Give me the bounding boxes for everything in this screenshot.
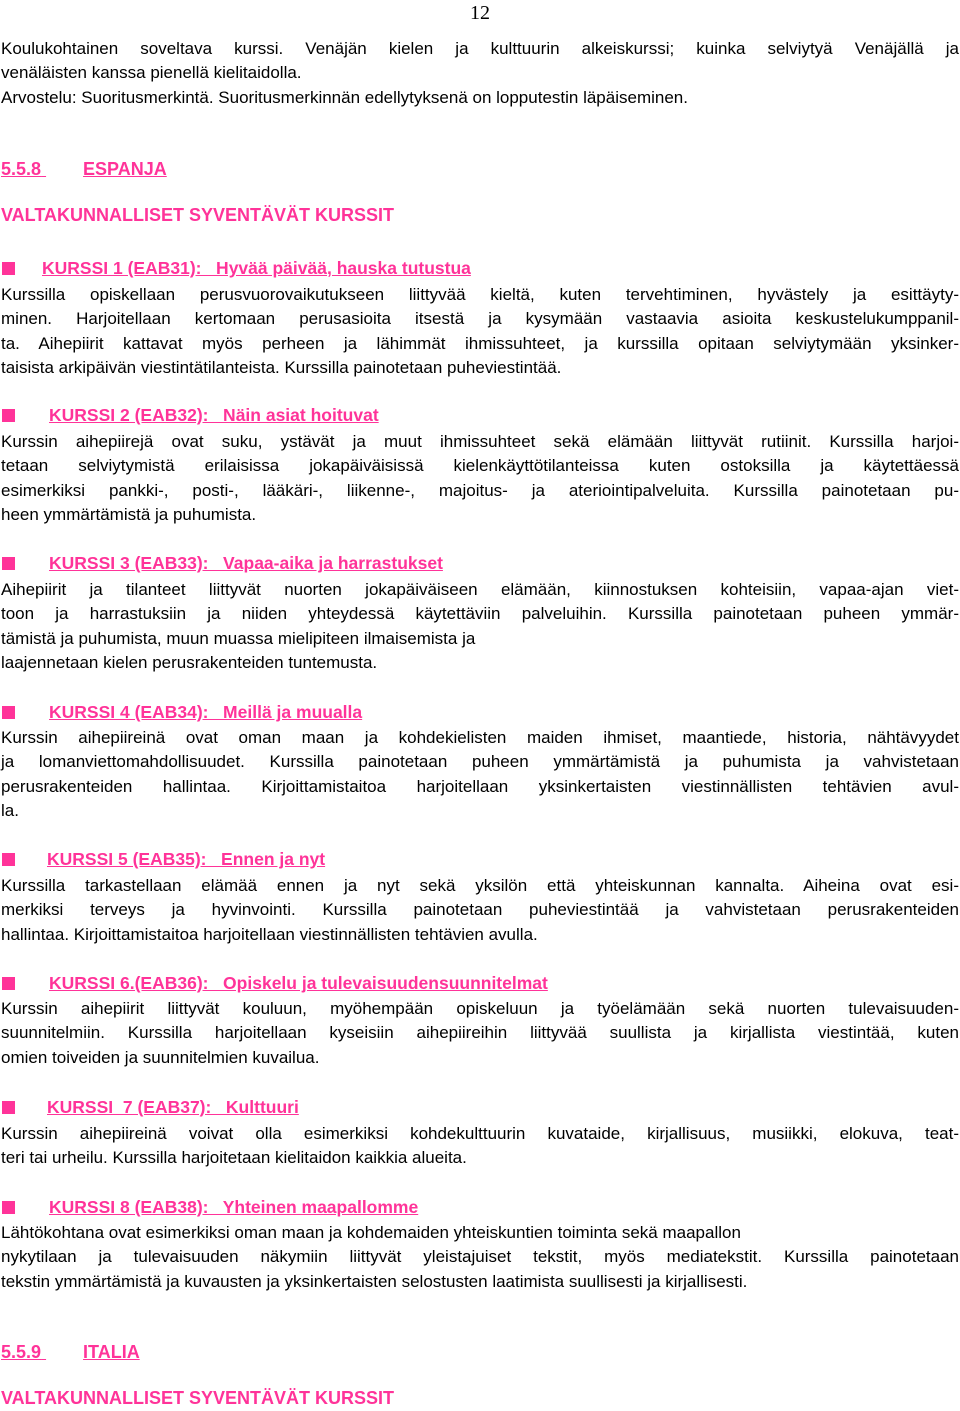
square-bullet-icon — [2, 262, 15, 275]
square-bullet-icon — [2, 409, 15, 422]
intro-line: venäläisten kanssa pienellä kielitaidolla. — [1, 63, 302, 83]
square-bullet-icon — [2, 1101, 15, 1114]
description-line: Aihepiirit ja tilanteet liittyvät nuorten jokapäiväiseen elämään, kiinnostuksen kohteisiin, vapaa-ajan viet- — [1, 580, 959, 599]
description-line: nykytilaan ja tulevaisuuden näkymiin liittyvät yleistajuiset tekstit, myös mediatekstit. Kurssilla painotetaan — [1, 1247, 959, 1267]
description-line: ta. Aihepiirit kattavat myös perheen ja lähimmät ihmissuhteet, ja kurssilla opitaan selviytymään yksinker- — [1, 333, 959, 353]
course-description-6 — [1, 997, 959, 1070]
page-number: 12 — [470, 2, 490, 24]
description-line: Kurssilla tarkastellaan elämää ennen ja nyt sekä yksilön että yhteiskunnan kannalta. Aiheina ovat esi- — [1, 876, 959, 895]
description-line: hallintaa. Kirjoittamistaitoa harjoitellaan viestinnällisten tehtävien avulla. — [1, 924, 538, 944]
description-line: Kurssilla opiskellaan perusvuorovaikutukseen liittyvää kieltä, kuten tervehtiminen, hyvästely ja esittäyty- — [1, 285, 959, 304]
description-line: minen. Harjoitellaan kertomaan perusasioita itsestä ja kysymään vastaavia asioita keskustelukumppanil- — [1, 309, 959, 329]
description-line: esimerkiksi pankki-, posti-, lääkäri-, liikenne-, majoitus- ja ateriointipalveluita. Kurssilla painotetaan pu- — [1, 480, 959, 500]
course-title: KURSSI 6.(EAB36): Opiskelu ja tulevaisuudensuunnitelmat — [49, 973, 548, 993]
course-description-1 — [1, 283, 959, 381]
section-number: 5.5.8 — [1, 159, 42, 179]
square-bullet-icon — [2, 1201, 15, 1214]
section-number: 5.5.9 — [1, 1342, 42, 1362]
description-line: merkiksi terveys ja hyvinvointi. Kurssilla painotetaan puheviestintää ja vahvistetaan perusrakenteiden — [1, 900, 959, 920]
course-title: KURSSI 1 (EAB31): Hyvää päivää, hauska tutustua — [42, 258, 471, 278]
square-bullet-icon — [2, 557, 15, 570]
course-heading-4 — [1, 702, 362, 723]
sub-heading-syventavat: VALTAKUNNALLISET SYVENTÄVÄT KURSSIT — [1, 205, 395, 225]
course-heading-3 — [1, 553, 443, 574]
description-line: Lähtökohtana ovat esimerkiksi oman maan ja kohdemaiden yhteiskuntien toiminta sekä maapallon — [1, 1223, 741, 1242]
course-title: KURSSI 7 (EAB37): Kulttuuri — [47, 1097, 299, 1117]
description-line: tämistä ja puhumista, muun muassa mielipiteen ilmaisemista ja — [1, 628, 476, 648]
square-bullet-icon — [2, 706, 15, 719]
description-line: toon ja harrastuksiin ja niiden yhteydessä käytettäviin palveluihin. Kurssilla painotetaan puheen ymmär- — [1, 604, 959, 624]
course-heading-5 — [1, 849, 325, 870]
course-title: KURSSI 5 (EAB35): Ennen ja nyt — [47, 849, 326, 869]
description-line: omien toiveiden ja suunnitelmien kuvailua. — [1, 1047, 320, 1067]
course-description-7 — [1, 1122, 959, 1171]
description-line: Kurssin aihepiirejä ovat suku, ystävät ja muut ihmissuhteet sekä elämään liittyvät rutiinit. Kurssilla harjoi- — [1, 432, 959, 451]
square-bullet-icon — [2, 853, 15, 866]
course-description-5 — [1, 874, 959, 947]
course-description-2 — [1, 430, 959, 528]
course-description-4 — [1, 726, 959, 824]
description-line: taisista arkipäivän viestintätilanteista. Kurssilla painotetaan puheviestintää. — [1, 358, 562, 378]
description-line: tetaan selviytymistä erilaisissa jokapäiväisissä kielenkäyttötilanteissa kuten ostoksilla ja käytettäessä — [1, 456, 959, 476]
description-line: laajennetaan kielen perusrakenteiden tuntemusta. — [1, 653, 378, 673]
course-heading-1 — [1, 258, 471, 279]
course-title: KURSSI 3 (EAB33): Vapaa-aika ja harrastukset — [49, 553, 443, 573]
section-heading-italia — [1, 1342, 140, 1363]
description-line: perusrakenteiden hallintaa. Kirjoittamistaitoa harjoitellaan yksinkertaisten viestinnällisten tehtävien avul- — [1, 776, 959, 796]
description-line: heen ymmärtämistä ja puhumista. — [1, 505, 257, 525]
course-heading-7 — [1, 1097, 299, 1118]
course-heading-8 — [1, 1197, 418, 1218]
intro-paragraph — [1, 37, 959, 110]
square-bullet-icon — [2, 977, 15, 990]
heading-gap — [41, 159, 83, 180]
course-title: KURSSI 8 (EAB38): Yhteinen maapallomme — [49, 1197, 419, 1217]
description-line: tekstin ymmärtämistä ja kuvausten ja yksinkertaisten selostusten laatimista suullisesti ja kirjallisesti. — [1, 1271, 748, 1291]
intro-line: Arvostelu: Suoritusmerkintä. Suoritusmerkinnän edellytyksenä on lopputestin läpäiseminen. — [1, 87, 688, 107]
description-line: suunnitelmiin. Kurssilla harjoitellaan kyseisiin aihepiireihin liittyvää suullista ja kirjallista viestintää, kuten — [1, 1023, 959, 1043]
course-title: KURSSI 4 (EAB34): Meillä ja muualla — [49, 702, 363, 722]
description-line: Kurssin aihepiirit liittyvät kouluun, myöhempään opiskeluun ja työelämään sekä nuorten tulevaisuuden- — [1, 999, 959, 1018]
course-heading-6 — [1, 973, 548, 994]
heading-gap — [41, 1342, 83, 1363]
description-line: Kurssin aihepiireinä voivat olla esimerkiksi kohdekulttuurin kuvataide, kirjallisuus, musiikki, elokuva, teat- — [1, 1124, 959, 1143]
section-heading-espanja — [1, 159, 167, 180]
course-title: KURSSI 2 (EAB32): Näin asiat hoituvat — [49, 405, 379, 425]
section-title: ESPANJA — [83, 159, 167, 179]
intro-line: Koulukohtainen soveltava kurssi. Venäjän kielen ja kulttuurin alkeiskurssi; kuinka selviytyä Venäjällä ja — [1, 39, 959, 58]
course-heading-2 — [1, 405, 379, 426]
description-line: la. — [1, 801, 19, 821]
section-title: ITALIA — [83, 1342, 140, 1362]
description-line: Kurssin aihepiireinä ovat oman maan ja kohdekielisten maiden ihmiset, maantiede, historia, nähtävyydet — [1, 728, 959, 747]
course-description-8 — [1, 1221, 959, 1294]
description-line: ja lomanviettomahdollisuudet. Kurssilla painotetaan puheen ymmärtämistä ja puhumista ja vahvistetaan — [1, 752, 959, 772]
sub-heading-syventavat: VALTAKUNNALLISET SYVENTÄVÄT KURSSIT — [1, 1388, 395, 1408]
description-line: teri tai urheilu. Kurssilla harjoitetaan kielitaidon kaikkia alueita. — [1, 1148, 467, 1168]
course-description-3 — [1, 578, 959, 676]
